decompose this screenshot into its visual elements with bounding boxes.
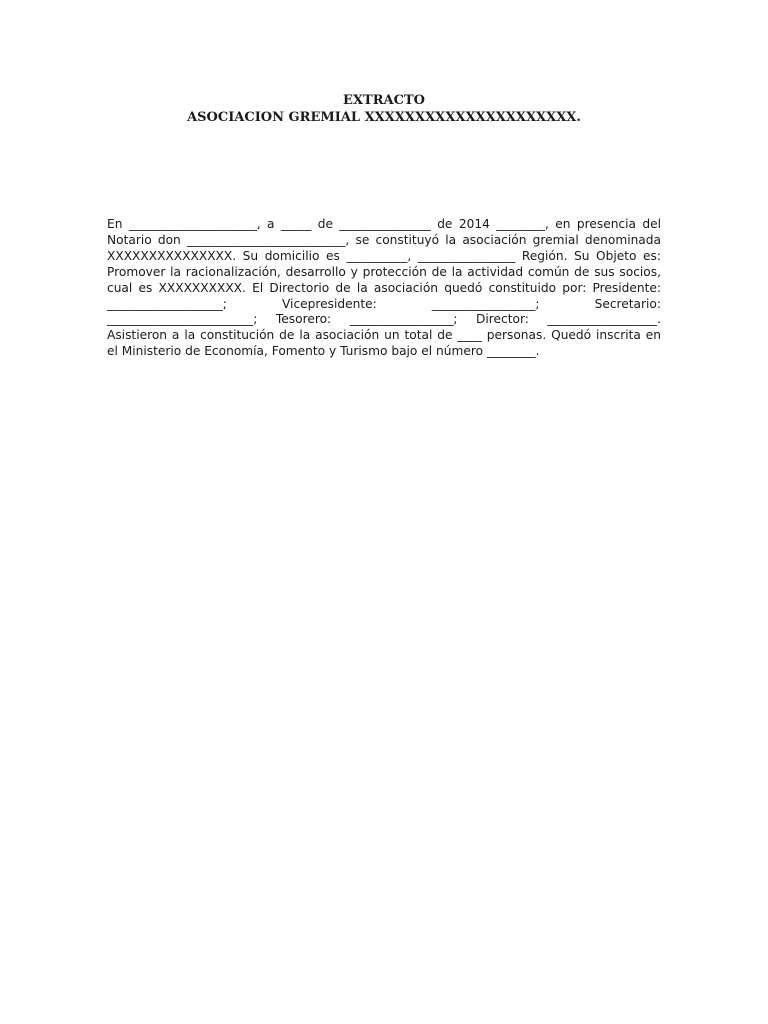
document-title: EXTRACTO [343,93,425,108]
title-block [107,92,661,126]
document-subtitle: ASOCIACION GREMIAL XXXXXXXXXXXXXXXXXXXXX. [187,110,581,125]
body-paragraph: En _____________________, a _____ de _______________ de 2014 ________, en presencia del Notario don __________________________, se constituyó la asociación gremial denominada XXXXXXXXXXXXXXX. Su domicilio es __________, ________________ Región. Su Objeto es: Promover la racionalización, desarrollo y protección de la actividad común de sus socios, cual es XXXXXXXXXX. El Directorio de la asociación quedó constituido por: Presidente: ___________________; Vicepresidente: _________________; Secretario: ________________________; Tesorero: _________________; Director: __________________. Asistieron a la constitución de la asociación un total de ____ personas. Quedó inscrita en el Ministerio de Economía, Fomento y Turismo bajo el número ________. [107,217,661,359]
